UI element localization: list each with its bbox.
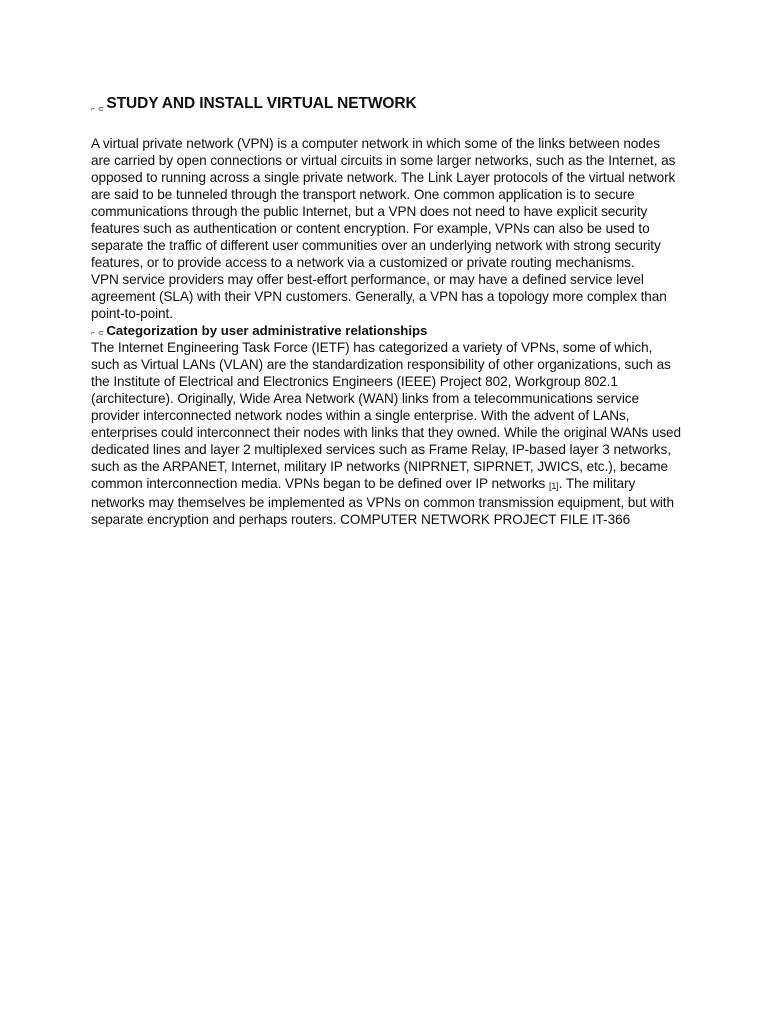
paragraph-categorization-continuation: . The military networks may themselves be implemented as VPNs on common transmission equipment, but with separate encryption and perhaps routers. COMPUTER NETWORK PROJECT FILE IT-366 [91,476,674,527]
subheading-line [91,322,681,339]
paragraph-categorization [91,339,681,528]
paragraph-categorization-text: The Internet Engineering Task Force (IETF) has categorized a variety of VPNs, some of which, such as Virtual LANs (VLAN) are the standardization responsibility of other organizations, such as the Institute of Electrical and Electronics Engineers (IEEE) Project 802, Workgroup 802.1 (architecture). Originally, Wide Area Network (WAN) links from a telecommunications service provider interconnected network nodes within a single enterprise. With the advent of LANs, enterprises could interconnect their nodes with links that they owned. While the original WANs used dedicated lines and layer 2 multiplexed services such as Frame Relay, IP-based layer 3 networks, such as the ARPANET, Internet, military IP networks (NIPRNET, SIPRNET, JWICS, etc.), became common interconnection media. VPNs began to be defined over IP networks [91,340,682,491]
paragraph-vpn-definition: A virtual private network (VPN) is a computer network in which some of the links between nodes are carried by open connections or virtual circuits in some larger networks, such as the Internet, as opposed to running across a single private network. The Link Layer protocols of the virtual network are said to be tunneled through the transport network. One common application is to secure communications through the public Internet, but a VPN does not need to have explicit security features such as authentication or content encryption. For example, VPNs can also be used to separate the traffic of different user communities over an underlying network with strong security features, or to provide access to a network via a customized or private routing mechanisms. [91,136,676,270]
bullet-glyph-icon: ⌐ ⊂ [91,105,105,113]
reference-marker: [1] [548,481,559,491]
document-page [91,92,681,528]
section-subheading: Categorization by user administrative relationships [106,323,428,338]
paragraph-service-providers: VPN service providers may offer best-effort performance, or may have a defined service level agreement (SLA) with their VPN customers. Generally, a VPN has a topology more complex than point-to-point. [91,272,667,321]
document-title: STUDY AND INSTALL VIRTUAL NETWORK [106,95,417,112]
bullet-glyph-icon: ⌐ ⊂ [91,330,105,337]
title-line [91,92,681,116]
